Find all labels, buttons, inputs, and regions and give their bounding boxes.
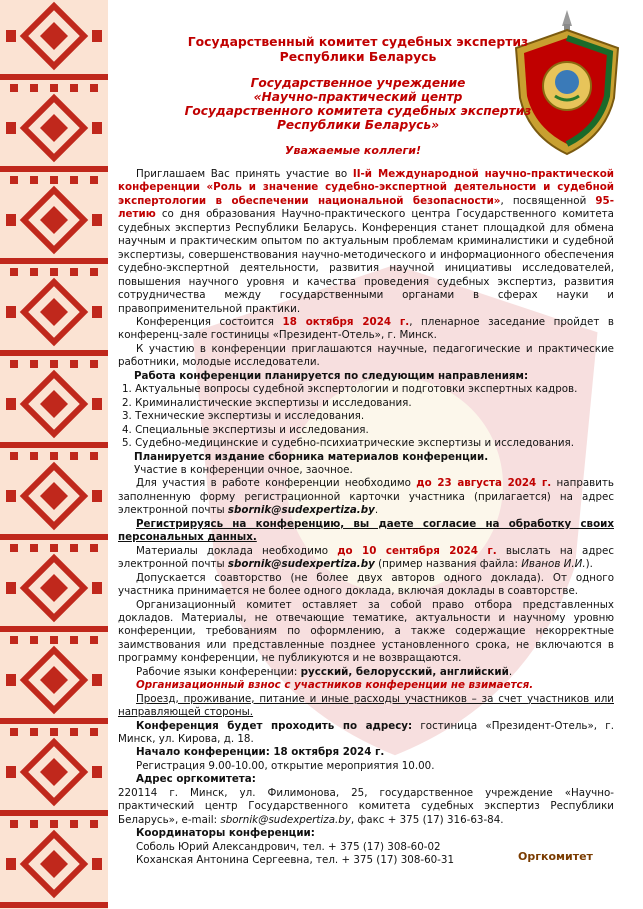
direction-item: 5. Судебно-медицинские и судебно-психиатрические экспертизы и исследования. [122,437,575,450]
materials-paragraph: Материалы доклада необходимо до 10 сентября 2024 г. выслать на адрес электронной почты sbornik@sudexpertiza.by (пример названия файла: Иванов И.И.). [118,544,614,571]
direction-item: 1. Актуальные вопросы судебной экспертологии и подготовки экспертных кадров. [122,383,578,396]
org-name-line2: Республики Беларусь [279,49,437,64]
institution-line2: «Научно-практический центр [253,90,463,104]
direction-item: 2. Криминалистические экспертизы и исследования. [122,396,412,409]
languages-paragraph: Рабочие языки конференции: русский, белорусский, английский. [136,665,513,678]
greeting: Уважаемые коллеги! [285,144,421,157]
address-paragraph: 220114 г. Минск, ул. Филимонова, 25, государственное учреждение «Научно-практический центр Государственного комитета судебных экспертиз Республики Беларусь», e-mail: sbornik@sudexpertiza.by, факс + 375 (17) 316-63-84. [118,786,614,826]
email-link[interactable]: sbornik@sudexpertiza.by [227,558,375,571]
ornament-border [0,0,108,909]
coordinator-item: Соболь Юрий Александрович, тел. + 375 (17) 308-60-02 [136,840,441,853]
coordinator-item: Коханская Антонина Сергеевна, тел. + 375 (17) 308-60-31 [136,854,455,867]
email-link[interactable]: sbornik@sudexpertiza.by [220,813,351,826]
letter-body [118,168,614,868]
org-name-line1: Государственный комитет судебных экспертиз [187,34,529,49]
institution-line3: Государственного комитета судебных экспертиз [184,104,532,118]
direction-item: 4. Специальные экспертизы и исследования. [122,423,369,436]
fee-note: Организационный взнос с участников конференции не взимается. [136,679,534,692]
start-label: Начало конференции: 18 октября 2024 г. [136,746,385,759]
travel-note: Проезд, проживание, питание и иные расходы участников – за счет участников или направляющей стороны. [118,692,614,719]
institution-line4: Республики Беларусь» [276,118,440,132]
format-note: Участие в конференции очное, заочное. [134,463,353,476]
registration-paragraph: Для участия в работе конференции необходимо до 23 августа 2024 г. направить заполненную форму регистрационной карточки участника (прилагается) на адрес электронной почты sbornik@sudexpertiza.by. [118,477,614,517]
participants-paragraph: К участию в конференции приглашаются научные, педагогические и практические работники, молодые исследователи. [118,342,614,369]
invitation-paragraph: Приглашаем Вас принять участие во II-й Международной научно-практической конференции «Роль и значение судебно-экспертной деятельности и судебной экспертологии в обеспечении национальной безопасности», посвященной 95-летию со дня образования Научно-практического центра Государственного комитета судебных экспертиз Республики Беларусь. Конференция станет площадкой для обмена научным и практическим опытом по актуальным проблемам криминалистики и судебной экспертизы, совершенствования научно-методического и информационного обеспечения судебно-экспертной деятельности, развития научной инициативы исследователей, повышения научного уровня и качества проведения судебных экспертиз, развития сотрудничества между государственными органами в сферах науки и правоприменительной практики. [118,168,614,315]
email-link[interactable]: sbornik@sudexpertiza.by [227,504,375,517]
collection-note: Планируется издание сборника материалов конференции. [134,450,489,463]
address-label: Адрес оргкомитета: [136,773,256,786]
directions-heading: Работа конференции планируется по следующим направлениям: [134,369,529,382]
coordinators-label: Координаторы конференции: [136,827,315,840]
consent-note: Регистрируясь на конференцию, вы даете согласие на обработку своих персональных данных. [118,517,614,544]
direction-item: 3. Технические экспертизы и исследования. [122,410,365,423]
selection-paragraph: Организационный комитет оставляет за собой право отбора представленных докладов. Материалы, не отвечающие тематике, актуальности и научному уровню конференции, требованиям по оформлению, а также содержащие некорректные заимствования или представленные позднее установленного срока, не включаются в программу конференции, не публикуются и не возвращаются. [118,598,614,665]
signature: Оргкомитет [518,850,593,863]
venue-paragraph: Конференция будет проходить по адресу: гостиница «Президент-Отель», г. Минск, ул. Кирова, д. 18. [118,719,614,746]
institution-line1: Государственное учреждение [250,76,466,90]
registration-time: Регистрация 9.00-10.00, открытие мероприятия 10.00. [136,759,435,772]
date-paragraph: Конференция состоится 18 октября 2024 г., пленарное заседание пройдет в конференц-зале гостиницы «Президент-Отель», г. Минск. [118,315,614,342]
coauthor-paragraph: Допускается соавторство (не более двух авторов одного доклада). От одного участника принимается не более одного доклада, включая доклады в соавторстве. [118,571,614,598]
